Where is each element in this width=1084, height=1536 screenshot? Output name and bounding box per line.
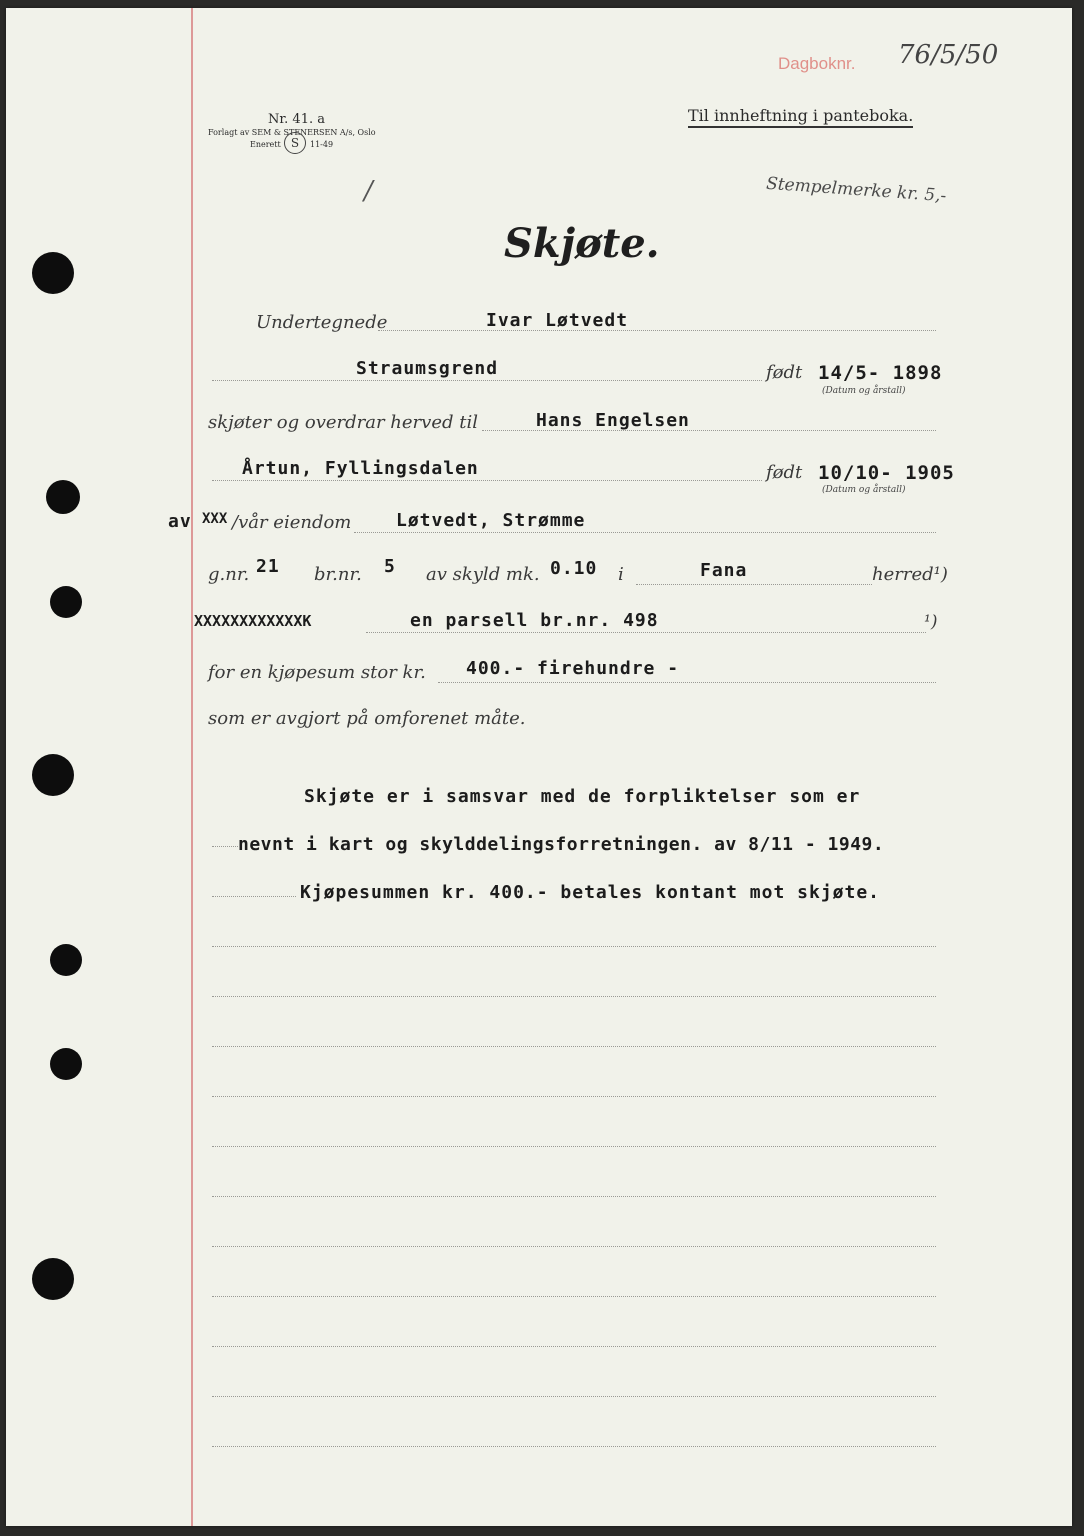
stamp-note: Stempelmerke kr. 5,- <box>765 173 947 207</box>
fill-line <box>212 1246 936 1247</box>
undertegnede-label: Undertegnede <box>256 312 388 333</box>
margin-line <box>191 8 193 1526</box>
brnr-value: 5 <box>384 556 396 577</box>
binder-hole <box>32 754 74 796</box>
pen-mark: / <box>364 176 373 206</box>
fodt-label: født <box>766 462 803 483</box>
fill-line <box>212 1046 936 1047</box>
buyer-name: Hans Engelsen <box>536 410 690 431</box>
buyer-born: 10/10- 1905 <box>818 462 955 484</box>
av-prefix: av <box>168 511 192 532</box>
brnr-label: br.nr. <box>314 564 362 585</box>
fill-line <box>212 996 936 997</box>
settled-text: som er avgjort på omforenet måte. <box>208 708 526 729</box>
struck-line: XXXXXXXXXXXXK <box>194 612 312 630</box>
page-title: Skjøte. <box>504 220 660 267</box>
fill-line <box>212 1446 936 1447</box>
binder-hole <box>50 586 82 618</box>
body-line-3: Kjøpesummen kr. 400.- betales kontant mot skjøte. <box>300 882 881 903</box>
dagbok-number: 76/5/50 <box>898 40 999 70</box>
property-name: Løtvedt, Strømme <box>396 510 586 531</box>
skyld-label: av skyld mk. <box>426 564 540 585</box>
eiendom-label: /vår eiendom <box>232 512 352 533</box>
transfer-label: skjøter og overdrar herved til <box>208 412 478 433</box>
seller-name: Ivar Løtvedt <box>486 310 629 331</box>
binder-hole <box>32 252 74 294</box>
fill-line <box>212 480 762 481</box>
form-copyright: Enerett <box>250 140 281 149</box>
body-line-2: nevnt i kart og skylddelingsforretningen. av 8/11 - 1949. <box>238 834 885 855</box>
gnr-label: g.nr. <box>208 564 250 585</box>
form-publisher: Forlagt av SEM & STENERSEN A/s, Oslo <box>208 128 376 137</box>
fodt-label: født <box>766 362 803 383</box>
fill-line <box>212 946 936 947</box>
body-line-1: Skjøte er i samsvar med de forpliktelser som er <box>304 786 861 807</box>
datum-label: (Datum og årstall) <box>822 485 906 495</box>
form-date-code: 11-49 <box>310 140 334 149</box>
buyer-place: Årtun, Fyllingsdalen <box>242 458 479 479</box>
binding-note: Til innheftning i panteboka. <box>688 106 913 128</box>
binder-hole <box>50 1048 82 1080</box>
document-page <box>6 8 1072 1526</box>
fill-line <box>212 1396 936 1397</box>
fill-line <box>378 330 936 331</box>
seller-born: 14/5- 1898 <box>818 362 943 384</box>
fill-line <box>366 632 926 633</box>
binder-hole <box>50 944 82 976</box>
fill-line <box>438 682 936 683</box>
publisher-logo-icon: S <box>284 132 306 154</box>
i-label: i <box>618 564 624 585</box>
form-number: Nr. 41. a <box>268 112 325 127</box>
fill-line <box>636 584 872 585</box>
struck-text: XXX <box>202 511 228 527</box>
footnote-mark: ¹) <box>924 612 938 632</box>
price-label: for en kjøpesum stor kr. <box>208 662 426 683</box>
fill-line <box>212 1096 936 1097</box>
binder-hole <box>46 480 80 514</box>
municipality: Fana <box>700 560 748 581</box>
fill-line <box>212 1146 936 1147</box>
price-value: 400.- firehundre - <box>466 658 680 679</box>
fill-line <box>212 1296 936 1297</box>
fill-line <box>212 1196 936 1197</box>
seller-place: Straumsgrend <box>356 358 499 379</box>
fill-line <box>212 1346 936 1347</box>
herred-label: herred¹) <box>872 564 948 585</box>
parcel-text: en parsell br.nr. 498 <box>410 610 659 631</box>
binder-hole <box>32 1258 74 1300</box>
datum-label: (Datum og årstall) <box>822 386 906 396</box>
gnr-value: 21 <box>256 556 280 577</box>
dagbok-label: Dagboknr. <box>778 54 856 73</box>
fill-line <box>212 896 296 897</box>
fill-line <box>354 532 936 533</box>
fill-line <box>212 846 238 847</box>
fill-line <box>212 380 762 381</box>
skyld-value: 0.10 <box>550 558 598 579</box>
